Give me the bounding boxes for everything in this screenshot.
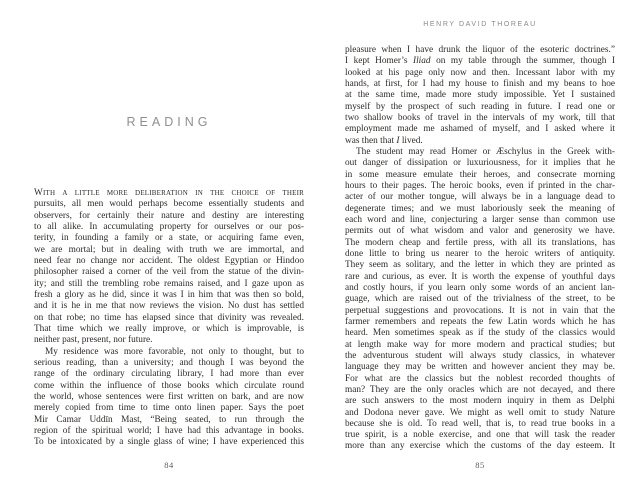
text-line: out danger of dissipation or luxuriousness, for it implies that he [345, 158, 615, 169]
text-line: acter of our mother tongue, will always be in a language dead to [345, 192, 615, 203]
text-line: at the same time, made more study impossible. Yet I sustained [345, 90, 615, 101]
text-line: on that robe; no time has elapsed since that divinity was revealed. [34, 312, 304, 323]
text-line: and it is he in me that now reviews the vision. No dust has settled [34, 301, 304, 312]
text-line: guage, which are raised out of the trivialness of the street, to be [345, 294, 615, 305]
text-line: observers, for certainly their nature and destiny are interesting [34, 210, 304, 221]
text-line: and costly hours, if you learn only some words of an ancient lan- [345, 282, 615, 293]
text-line: To be intoxicated by a single glass of wine; I have experienced this [34, 437, 304, 448]
page-number-right: 85 [475, 460, 485, 470]
right-page [345, 0, 615, 487]
text-line: was then that I lived. [345, 135, 423, 146]
text-line: They seem as solitary, and the letter in which they are printed as [345, 260, 615, 271]
text-line: Mir Camar Uddīn Mast, “Being seated, to run through the [34, 414, 304, 425]
text-line: each word and line, conjecturing a larger sense than common use [345, 214, 615, 225]
text-line: With a little more deliberation in the choice of their [34, 188, 304, 198]
text-line: permits out of what wisdom and valor and generosity we have. [345, 226, 615, 237]
text-line: For what are the classics but the noblest recorded thoughts of [345, 373, 615, 384]
running-header: HENRY DAVID THOREAU [423, 21, 537, 28]
text-line: range of the ordinary circulating library, I had more than ever [34, 369, 304, 380]
text-line: neither past, present, nor future. [34, 335, 153, 346]
text-line: That time which we really improve, or which is improvable, is [34, 323, 304, 334]
text-line: more than any exercise which the customs of the day esteem. It [345, 441, 615, 452]
body-text-left [34, 188, 304, 449]
text-line: the world, whose sentences were first written on bark, and are now [34, 391, 304, 402]
text-line: rare and curious, as ever. It is worth the expense of youthful days [345, 271, 615, 282]
text-line: two shallow books of travel in the intervals of my work, till that [345, 112, 615, 123]
text-line: come within the influence of those books which circulate round [34, 380, 304, 391]
text-line: merely copied from time to time onto linen paper. Says the poet [34, 403, 304, 414]
text-line: ity; and still the trembling robe remains raised, and I gaze upon as [34, 278, 304, 289]
text-line: we are mortal; but in dealing with truth we are immortal, and [34, 244, 304, 255]
text-line: I kept Homer’s Iliad on my table through the summer, though I [345, 56, 615, 67]
text-line: and Dodona never gave. We might as well omit to study Nature [345, 407, 615, 418]
text-line: terity, in founding a family or a state, or acquiring fame even, [34, 233, 304, 244]
text-line: philosopher raised a corner of the veil from the statue of the divin- [34, 267, 304, 278]
text-line: pleasure when I have drunk the liquor of the esoteric doctrines.” [345, 45, 615, 55]
text-line: man? They are the only oracles which are not decayed, and there [345, 384, 615, 395]
body-text-right [345, 45, 615, 453]
text-line: region of the spiritual world; I have had this advantage in books. [34, 425, 304, 436]
text-line: the adventurous student will always study classics, in whatever [345, 350, 615, 361]
text-line: myself by the prospect of such reading in future. I read one or [345, 101, 615, 112]
text-line: true spirit, is a noble exercise, and one that will task the reader [345, 430, 615, 441]
chapter-title: READING [126, 115, 212, 129]
text-line: My residence was more favorable, not only to thought, but to [45, 346, 304, 357]
text-line: The student may read Homer or Æschylus in the Greek with- [356, 146, 615, 157]
text-line: heard. Men sometimes speak as if the study of the classics would [345, 328, 615, 339]
text-line: because she is old. To read well, that is, to read true books in a [345, 418, 615, 429]
text-line: hands, at first, for I had my house to finish and my beans to hoe [345, 78, 615, 89]
text-line: fresh a glory as he did, since it was I in him that was then so bold, [34, 289, 304, 300]
text-line: serious reading, than a university; and though I was beyond the [34, 357, 304, 368]
text-line: need fear no change nor accident. The oldest Egyptian or Hindoo [34, 255, 304, 266]
text-line: language they may be written and however ancient they may be. [345, 362, 615, 373]
text-line: pursuits, all men would perhaps become essentially students and [34, 199, 304, 210]
text-line: employment made me ashamed of myself, and I asked where it [345, 124, 615, 135]
left-page [34, 0, 304, 487]
text-line: are such answers to the most modern inquiry in them as Delphi [345, 396, 615, 407]
text-line: perpetual suggestions and provocations. It is not in vain that the [345, 305, 615, 316]
text-line: at length make way for more modern and practical studies; but [345, 339, 615, 350]
text-line: in some measure emulate their heroes, and consecrate morning [345, 169, 615, 180]
text-line: degenerate times; and we must laboriously seek the meaning of [345, 203, 615, 214]
text-line: hours to their pages. The heroic books, even if printed in the char- [345, 180, 615, 191]
text-line: looked at his page only now and then. Incessant labor with my [345, 67, 615, 78]
page-number-left: 84 [164, 460, 174, 470]
text-line: farmer remembers and repeats the few Latin words which he has [345, 316, 615, 327]
text-line: to all alike. In accumulating property for ourselves or our pos- [34, 221, 304, 232]
text-line: The modern cheap and fertile press, with all its translations, has [345, 237, 615, 248]
text-line: done little to bring us nearer to the heroic writers of antiquity. [345, 248, 615, 259]
